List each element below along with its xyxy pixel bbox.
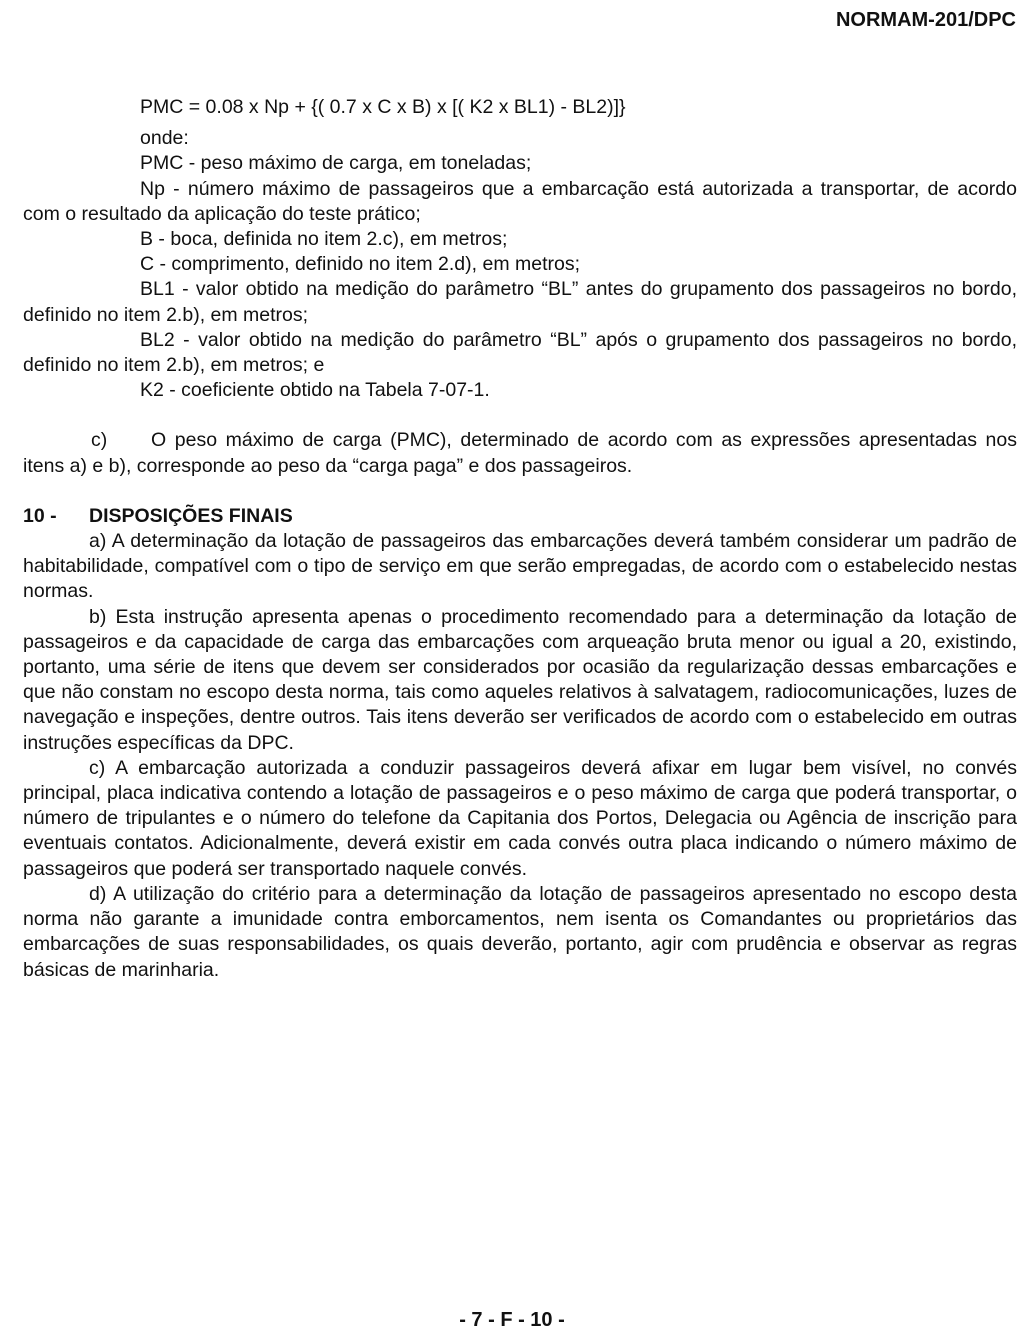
section-item-a: a) A determinação da lotação de passageiros das embarcações deverá também considerar um padrão de habitabilidade, compatível com o tipo de serviço em que serão empregadas, de acordo com o estabelecido nestas normas.	[23, 530, 1017, 603]
definitions-intro: onde:	[140, 127, 189, 150]
section-item-b: b) Esta instrução apresenta apenas o procedimento recomendado para a determinação da lotação de passageiros e da capacidade de carga das embarcações com arqueação bruta menor ou igual a 20, existindo, portanto, uma série de itens que devem ser considerados por ocasião da regularização dessas embarcações e que não constam no escopo desta norma, tais como aqueles relativos à salvatagem, radiocomunicações, luzes de navegação e inspeções, dentre outros. Tais itens deverão ser verificados de acordo com o estabelecido em outras instruções específicas da DPC.	[23, 605, 1017, 754]
section-number: 10 -	[23, 504, 57, 527]
definition-np: Np - número máximo de passageiros que a embarcação está autorizada a transportar, de acordo com o resultado da aplicação do teste prático;	[23, 177, 1017, 225]
item-c-label: c)	[91, 429, 108, 452]
definition-bl2: BL2 - valor obtido na medição do parâmetro “BL” após o grupamento dos passageiros no bordo, definido no item 2.b), em metros; e	[23, 328, 1017, 377]
item-c-paragraph	[23, 428, 1017, 478]
pmc-formula: PMC = 0.08 x Np + {( 0.7 x C x B) x [( K2 x BL1) - BL2)]}	[140, 96, 626, 118]
spacer	[23, 403, 1017, 428]
spacer	[23, 479, 1017, 504]
definition-c: C - comprimento, definido no item 2.d), em metros;	[140, 253, 580, 276]
section-title: DISPOSIÇÕES FINAIS	[89, 504, 293, 527]
definition-pmc: PMC - peso máximo de carga, em toneladas;	[140, 152, 532, 175]
definition-b: B - boca, definida no item 2.c), em metros;	[140, 228, 508, 251]
section-item-d: d) A utilização do critério para a determinação da lotação de passageiros apresentado no escopo desta norma não garante a imunidade contra emborcamentos, nem isenta os Comandantes ou proprietários das embarcações de suas responsabilidades, os quais deverão, portanto, agir com prudência e observar as regras básicas de marinharia.	[23, 882, 1017, 981]
section-item-c: c) A embarcação autorizada a conduzir passageiros deverá afixar em lugar bem visível, no convés principal, placa indicativa contendo a lotação de passageiros e o peso máximo de carga que poderá transportar, o número de tripulantes e o número do telefone da Capitania dos Portos, Delegacia ou Agência de inscrição para eventuais contatos. Adicionalmente, deverá existir em cada convés outra placa indicando o número máximo de passageiros que poderá ser transportado naquele convés.	[23, 756, 1017, 880]
item-c-text: O peso máximo de carga (PMC), determinado de acordo com as expressões apresentadas nos itens a) e b), corresponde ao peso da “carga paga” e dos passageiros.	[23, 429, 1017, 477]
definition-k2: K2 - coeficiente obtido na Tabela 7-07-1.	[140, 379, 490, 402]
document-code: NORMAM-201/DPC	[835, 9, 1016, 31]
page-number: - 7 - F - 10 -	[459, 1309, 565, 1331]
page-body	[23, 95, 1017, 983]
section-heading	[23, 504, 1017, 529]
definition-bl1: BL1 - valor obtido na medição do parâmetro “BL” antes do grupamento dos passageiros no bordo, definido no item 2.b), em metros;	[23, 278, 1017, 326]
